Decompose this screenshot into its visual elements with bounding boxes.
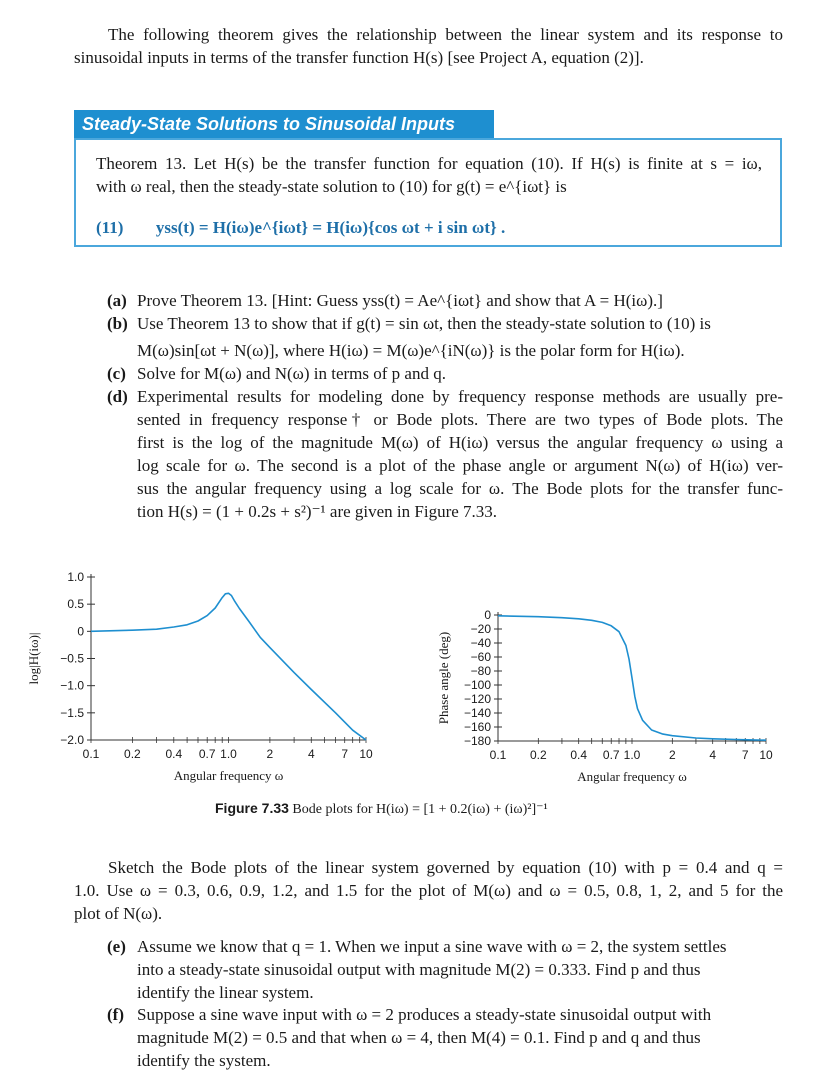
item-text: sented in frequency response† or Bode plots. There are two types of Bode plots. The: [137, 410, 783, 429]
item-text: Use Theorem 13 to show that if g(t) = sin ωt, then the steady-state solution to (10) is: [137, 314, 711, 333]
theorem-box-heading: Steady-State Solutions to Sinusoidal Inputs: [74, 110, 494, 138]
item-text: Experimental results for modeling done by frequency response methods are usually pre-: [137, 387, 783, 406]
mid-line: 1.0. Use ω = 0.3, 0.6, 0.9, 1.2, and 1.5 for the plot of M(ω) and ω = 0.5, 0.8, 1, 2, and 5 for the: [74, 881, 783, 900]
x-tick-label: 1.0: [220, 747, 237, 761]
x-tick-label: 2: [668, 748, 676, 762]
item-text: tion H(s) = (1 + 0.2s + s²)⁻¹ are given in Figure 7.33.: [137, 502, 498, 521]
item-label: (a): [107, 291, 127, 310]
x-tick-label: 0.4: [570, 748, 588, 762]
x-tick-label: 7: [341, 747, 349, 761]
series-line: [498, 616, 766, 740]
item-text: Suppose a sine wave input with ω = 2 produces a steady-state sinusoidal output with: [137, 1005, 712, 1024]
y-axis-label: log|H(iω)|: [26, 632, 41, 685]
intro-paragraph: [74, 23, 783, 69]
x-axis-label: Angular frequency ω: [577, 769, 687, 784]
x-tick-label: 0.2: [529, 748, 547, 762]
y-tick-label: −100: [463, 678, 491, 692]
y-tick-label: 0: [77, 624, 84, 639]
y-axis-label: Phase angle (deg): [436, 631, 451, 725]
figure-caption-text: Bode plots for H(iω) = [1 + 0.2(iω) + (iω)²]⁻¹: [292, 802, 548, 817]
y-tick-label: −0.5: [60, 651, 84, 666]
y-tick-label: −80: [470, 664, 491, 678]
item-text: identify the system.: [137, 1051, 271, 1070]
y-tick-label: −40: [470, 636, 491, 650]
x-tick-label: 0.7: [198, 747, 216, 761]
y-tick-label: −120: [463, 692, 491, 706]
y-tick-label: −160: [463, 720, 491, 734]
equation-text: yss(t) = H(iω)e^{iωt} = H(iω){cos ωt + i sin ωt} .: [155, 218, 506, 237]
figure-caption: [215, 800, 548, 818]
intro-line: sinusoidal inputs in terms of the transfer function H(s) [see Project A, equation (2)].: [74, 48, 644, 67]
theorem-equation: [96, 218, 505, 238]
series-line: [91, 593, 366, 740]
theorem-line: with ω real, then the steady-state solution to (10) for g(t) = e^{iωt} is: [96, 177, 567, 196]
x-tick-label: 4: [307, 747, 315, 761]
x-tick-label: 0.4: [165, 747, 183, 761]
x-tick-label: 7: [741, 748, 749, 762]
x-tick-label: 2: [266, 747, 274, 761]
item-label: (f): [107, 1005, 124, 1024]
item-text: Solve for M(ω) and N(ω) in terms of p and q.: [137, 364, 446, 383]
x-tick-label: 0.7: [602, 748, 620, 762]
y-tick-label: −60: [470, 650, 491, 664]
y-tick-label: −140: [463, 706, 491, 720]
x-tick-label: 1.0: [623, 748, 641, 762]
item-label: (c): [107, 364, 126, 383]
item-text: log scale for ω. The second is a plot of the phase angle or argument N(ω) of H(iω) ver-: [137, 456, 783, 475]
figure-caption-label: Figure 7.33: [215, 800, 289, 816]
item-label: (b): [107, 314, 128, 333]
y-tick-label: −1.5: [60, 705, 84, 720]
x-tick-label: 0.2: [124, 747, 141, 761]
y-tick-label: −2.0: [60, 733, 84, 747]
x-tick-label: 0.1: [489, 748, 507, 762]
item-text: into a steady-state sinusoidal output with magnitude M(2) = 0.333. Find p and thus: [137, 960, 701, 979]
item-text: sus the angular frequency using a log scale for ω. The Bode plots for the transfer func-: [137, 479, 783, 498]
item-text: first is the log of the magnitude M(ω) of H(iω) versus the angular frequency ω using a: [137, 433, 783, 452]
mid-paragraph: [74, 856, 783, 925]
x-tick-label: 10: [359, 747, 373, 761]
x-axis-label: Angular frequency ω: [173, 768, 284, 783]
item-text: magnitude M(2) = 0.5 and that when ω = 4, then M(4) = 0.1. Find p and q and thus: [137, 1028, 701, 1047]
y-tick-label: −180: [463, 734, 491, 748]
theorem-box-frame: [74, 138, 782, 247]
magnitude-bode-chart: [0, 560, 414, 800]
theorem-box: [74, 110, 782, 247]
y-tick-label: 1.0: [67, 570, 84, 584]
item-text: M(ω)sin[ωt + N(ω)], where H(iω) = M(ω)e^{iN(ω)} is the polar form for H(iω).: [137, 341, 685, 360]
x-tick-label: 10: [759, 748, 773, 762]
x-tick-label: 0.1: [82, 747, 100, 761]
item-text: identify the linear system.: [137, 983, 314, 1002]
mid-line: plot of N(ω).: [74, 904, 163, 923]
intro-line: The following theorem gives the relationship between the linear system and its response to: [108, 25, 783, 44]
item-label: (e): [107, 937, 126, 956]
item-label: (d): [107, 387, 128, 406]
y-tick-label: −1.0: [60, 678, 84, 693]
phase-bode-chart: [414, 560, 828, 800]
mid-line: Sketch the Bode plots of the linear system governed by equation (10) with p = 0.4 and q =: [108, 858, 783, 877]
y-tick-label: 0.5: [67, 597, 84, 612]
x-tick-label: 4: [709, 748, 717, 762]
y-tick-label: −20: [470, 622, 491, 636]
theorem-statement: [96, 152, 762, 198]
y-tick-label: 0: [484, 608, 491, 622]
theorem-line: Theorem 13. Let H(s) be the transfer function for equation (10). If H(s) is finite at s = iω,: [96, 154, 762, 173]
item-text: Prove Theorem 13. [Hint: Guess yss(t) = Ae^{iωt} and show that A = H(iω).]: [137, 291, 663, 310]
item-text: Assume we know that q = 1. When we input a sine wave with ω = 2, the system settles: [137, 937, 727, 956]
equation-number: (11): [96, 218, 124, 237]
